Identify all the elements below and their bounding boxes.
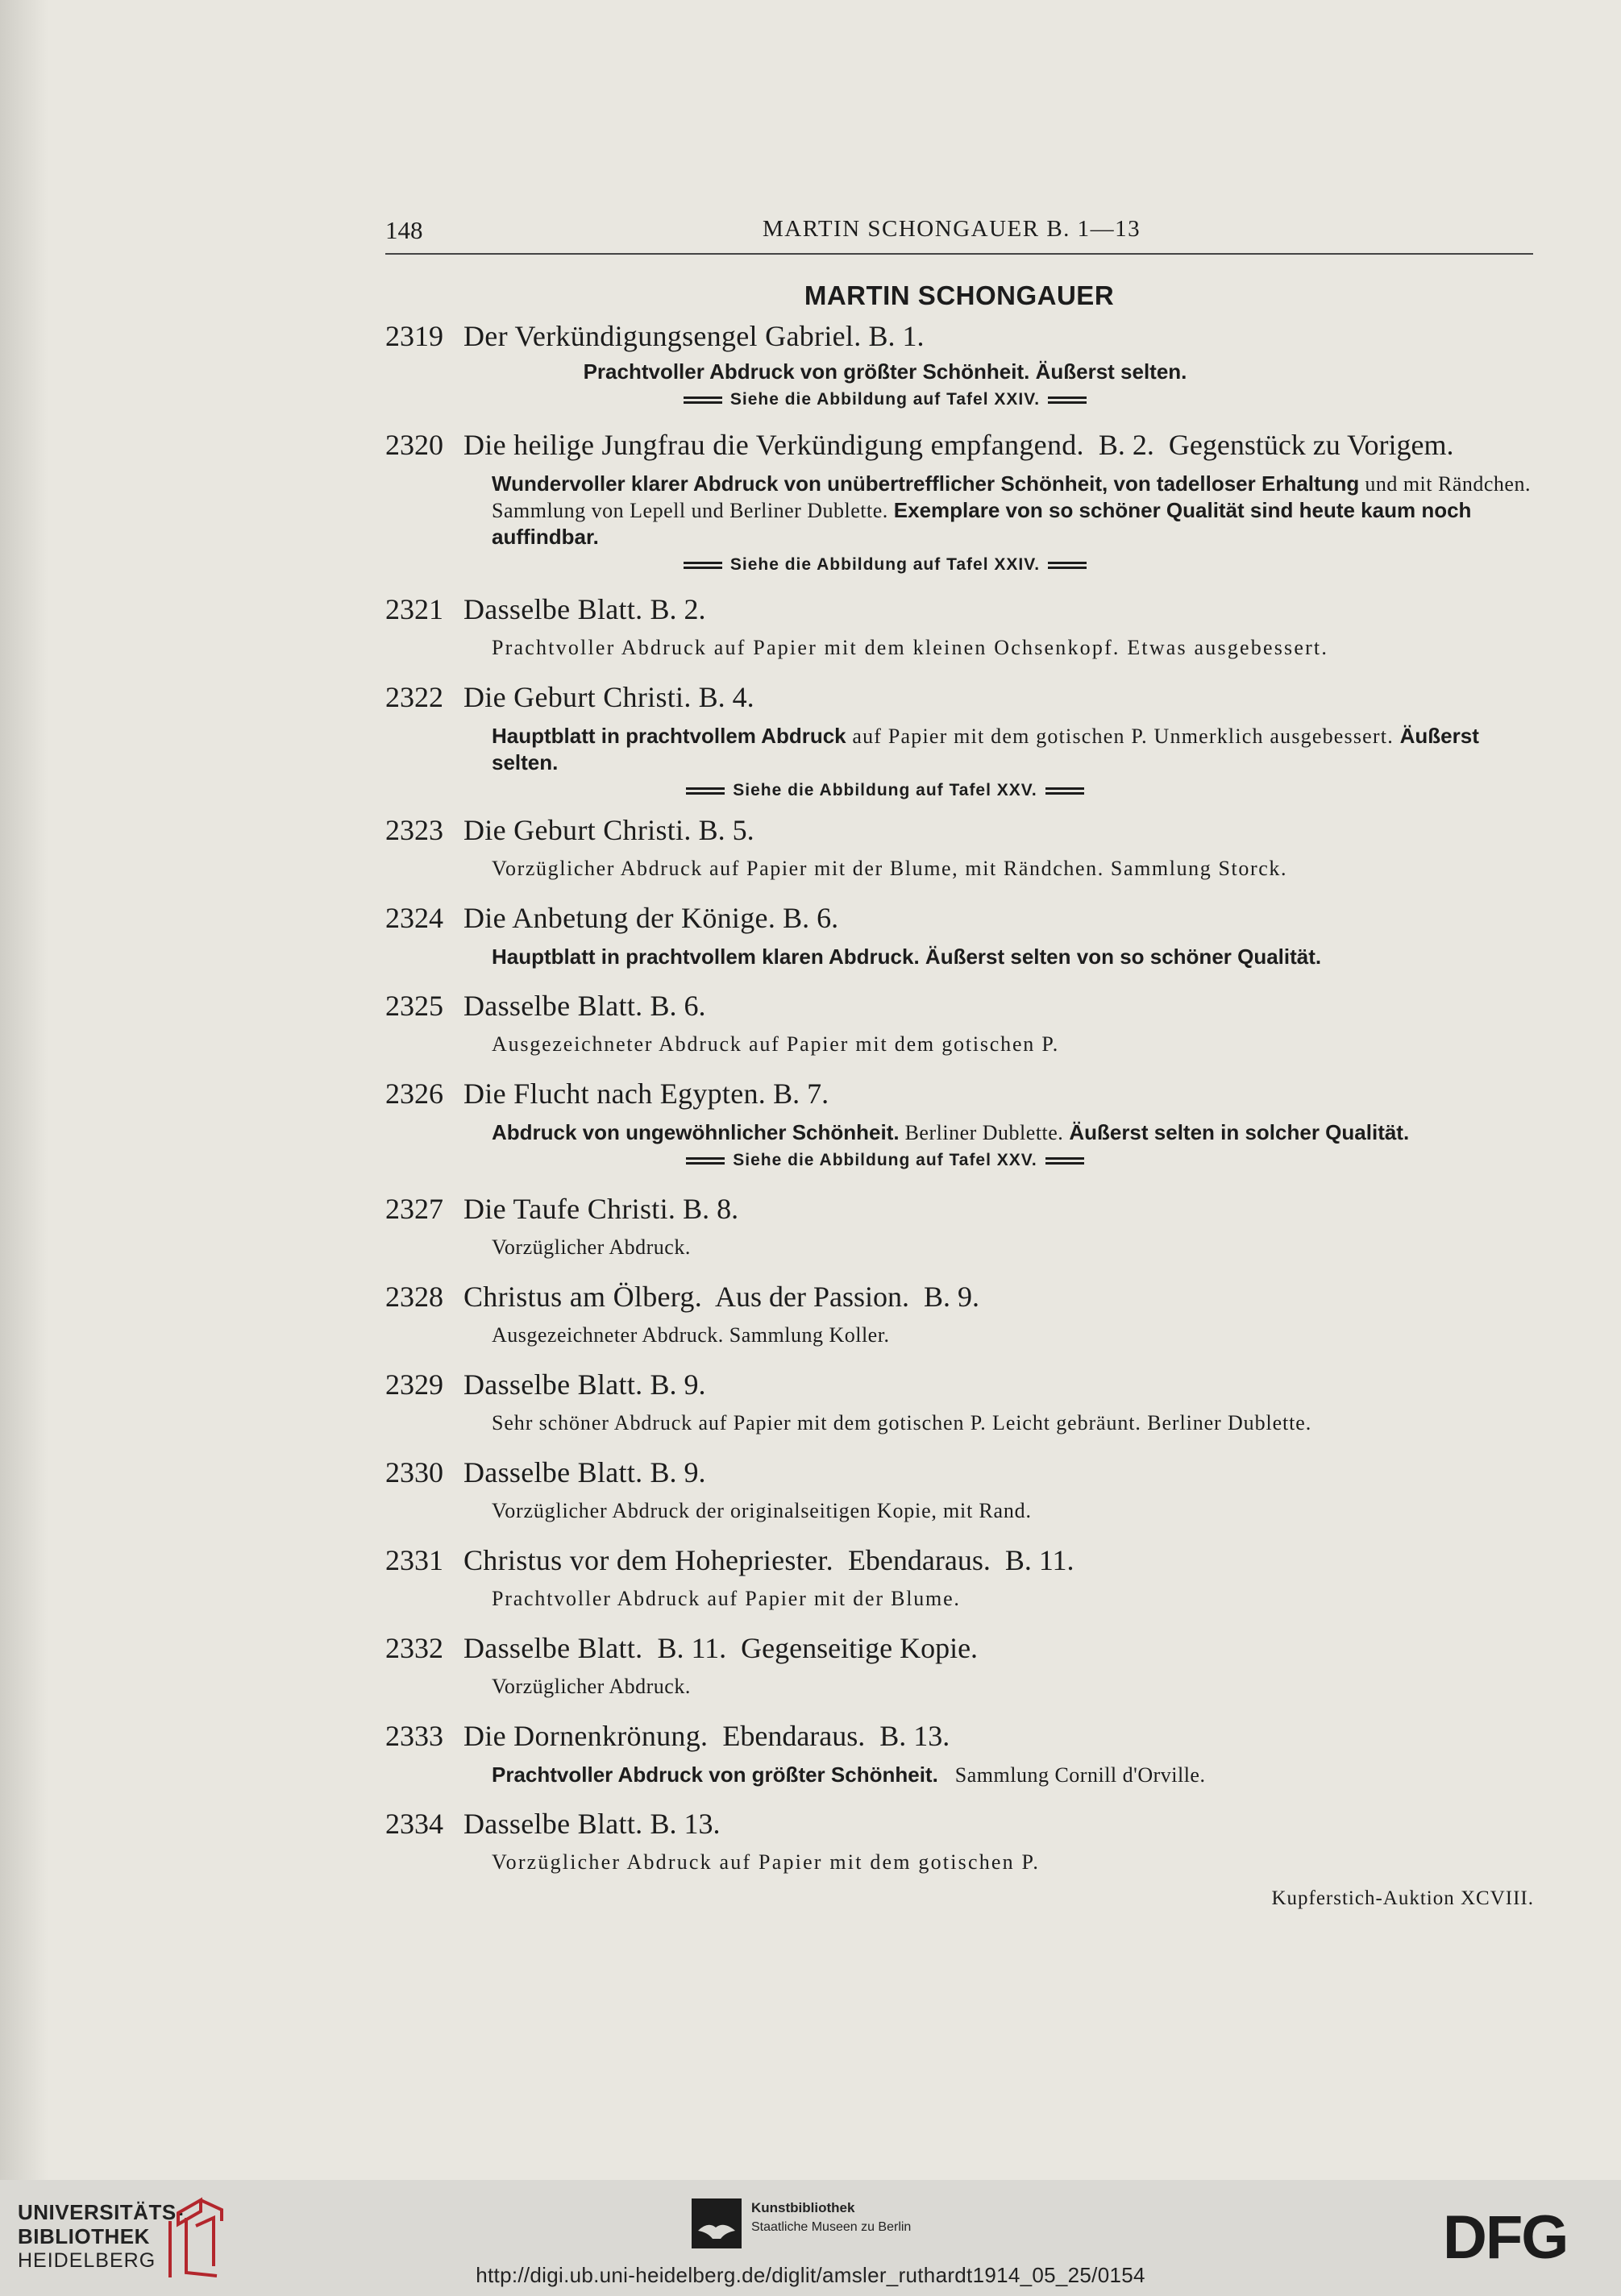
lot-reference: B. 13. (650, 1808, 721, 1840)
page-number: 148 (385, 216, 423, 244)
lot-title: Dasselbe Blatt. (463, 1808, 643, 1840)
lot-number: 2329 (385, 1368, 443, 1401)
lot-number: 2321 (385, 593, 443, 625)
lot-entry (385, 812, 1546, 882)
permalink-url[interactable]: http://digi.ub.uni-heidelberg.de/diglit/amsler_ruthardt1914_05_25/0154 (476, 2263, 1145, 2287)
lot-number: 2324 (385, 902, 443, 934)
lot-description-text: und mit Rändchen. Sammlung von Lepell und Berliner Dublette. (492, 472, 1531, 522)
lot-extra: Gegenseitige Kopie. (741, 1632, 979, 1664)
lot-description (482, 359, 1288, 385)
lot-title: Christus vor dem Hohepriester. (463, 1544, 833, 1576)
double-rule-left (684, 397, 722, 404)
lot-reference: B. 9. (650, 1456, 706, 1488)
lot-description-text: Ausgezeichneter Abdruck auf Papier mit dem gotischen P. (492, 1032, 1060, 1056)
plate-reference-text: Siehe die Abbildung auf Tafel XXV. (733, 1151, 1037, 1169)
lot-reference: Aus der Passion. (715, 1281, 910, 1313)
lot-description-bold: Wundervoller klarer Abdruck von unübertrefflicher Schönheit, von tadelloser Erhaltung (492, 471, 1360, 496)
lot-entry (385, 1279, 1546, 1348)
uni-logo-line-1: UNIVERSITÄTS- (18, 2200, 184, 2224)
lot-entry (385, 1630, 1546, 1700)
lot-heading (385, 1630, 1546, 1666)
lot-heading (385, 1542, 1546, 1578)
lot-number: 2332 (385, 1632, 443, 1664)
plate-reference-text: Siehe die Abbildung auf Tafel XXIV. (729, 390, 1041, 409)
lot-entry (385, 1455, 1546, 1524)
lot-number: 2322 (385, 681, 443, 713)
lot-title: Dasselbe Blatt. (463, 1632, 643, 1664)
lot-reference: B. 9. (650, 1368, 706, 1401)
lot-entry (385, 1076, 1546, 1172)
lot-description-bold-2: Exemplare von so schöner Qualität sind heute kaum noch auffindbar. (492, 498, 1472, 549)
lot-title: Dasselbe Blatt. (463, 1368, 643, 1401)
lot-description-text: Sammlung Cornill d'Orville. (954, 1763, 1206, 1787)
lot-entry (385, 592, 1546, 661)
lot-entry (385, 900, 1546, 970)
lot-reference: B. 11. (657, 1632, 727, 1664)
double-rule-right (1045, 1157, 1084, 1165)
lot-number: 2333 (385, 1720, 443, 1752)
lot-heading (385, 1455, 1546, 1490)
lot-description (492, 856, 1532, 882)
lot-description-text: Vorzüglicher Abdruck. (492, 1235, 691, 1259)
lot-number: 2328 (385, 1281, 443, 1313)
lot-reference: B. 6. (783, 902, 839, 934)
lot-description (492, 1850, 1532, 1875)
lot-heading (385, 318, 1546, 354)
lot-title: Christus am Ölberg. (463, 1281, 703, 1313)
plate-reference (482, 554, 1288, 576)
lot-reference: B. 2. (1098, 429, 1154, 461)
kunstbibliothek-subtitle: Staatliche Museen zu Berlin (751, 2220, 912, 2234)
plate-reference-text: Siehe die Abbildung auf Tafel XXV. (733, 781, 1037, 799)
kunstbibliothek-eagle-icon (692, 2198, 742, 2248)
lot-entry (385, 1191, 1546, 1260)
lot-description (492, 1119, 1532, 1146)
lot-heading (385, 1279, 1546, 1314)
dfg-logo-icon (1443, 2208, 1601, 2266)
lot-description (492, 1674, 1532, 1700)
lot-title: Dasselbe Blatt. (463, 990, 643, 1022)
double-rule-right (1048, 562, 1087, 569)
lot-extra: B. 13. (879, 1720, 950, 1752)
lot-reference: B. 8. (683, 1193, 739, 1225)
lot-entry (385, 1806, 1546, 1875)
lot-title: Die Flucht nach Egypten. (463, 1077, 767, 1110)
lot-title: Die Geburt Christi. (463, 814, 692, 846)
lot-description-text: Vorzüglicher Abdruck. (492, 1675, 691, 1698)
lot-description-text: Prachtvoller Abdruck auf Papier mit der Blume. (492, 1587, 961, 1610)
lot-description-text: Vorzüglicher Abdruck auf Papier mit dem gotischen P. (492, 1850, 1041, 1874)
kunstbibliothek-label[interactable] (751, 2198, 911, 2237)
lot-title: Die Anbetung der Könige. (463, 902, 776, 934)
lot-description-text: Vorzüglicher Abdruck der originalseitigen Kopie, mit Rand. (492, 1499, 1032, 1522)
lot-extra: B. 11. (1004, 1544, 1074, 1576)
lot-entry (385, 1542, 1546, 1612)
lot-heading (385, 812, 1546, 848)
lot-reference: Ebendaraus. (847, 1544, 991, 1576)
university-library-logo[interactable] (18, 2200, 184, 2273)
lot-number: 2326 (385, 1077, 443, 1110)
lot-description-bold-2: Äußerst selten. (492, 724, 1479, 774)
kunstbibliothek-title: Kunstbibliothek (751, 2200, 855, 2215)
lot-number: 2334 (385, 1808, 443, 1840)
lot-heading (385, 1076, 1546, 1111)
lot-description (492, 1586, 1532, 1612)
lot-description-bold: Prachtvoller Abdruck von größter Schönheit. (492, 1762, 938, 1787)
lot-description-text: Vorzüglicher Abdruck auf Papier mit der Blume, mit Rändchen. Sammlung Storck. (492, 857, 1288, 880)
lot-description (492, 1498, 1532, 1524)
lot-description-bold-2: Äußerst selten in solcher Qualität. (1069, 1120, 1410, 1144)
lot-entry (385, 988, 1546, 1057)
double-rule-right (1048, 397, 1087, 404)
lot-number: 2320 (385, 429, 443, 461)
lot-description (492, 635, 1532, 661)
lot-reference: B. 6. (650, 990, 706, 1022)
uni-logo-line-3: HEIDELBERG (18, 2249, 156, 2272)
running-title: MARTIN SCHONGAUER B. 1—13 (763, 216, 1141, 242)
lot-reference: B. 2. (650, 593, 706, 625)
lot-number: 2327 (385, 1193, 443, 1225)
lot-entry (385, 1718, 1546, 1788)
lot-number: 2319 (385, 320, 443, 352)
lot-description (492, 723, 1532, 776)
dfg-logo-text: DFG (1443, 2208, 1568, 2266)
double-rule-left (686, 787, 725, 795)
plate-reference (482, 388, 1288, 411)
lot-description (492, 1322, 1532, 1348)
lot-description-bold: Abdruck von ungewöhnlicher Schönheit. (492, 1120, 900, 1144)
uni-logo-line-2: BIBLIOTHEK (18, 2224, 150, 2248)
lot-title: Dasselbe Blatt. (463, 593, 643, 625)
section-title: MARTIN SCHONGAUER (804, 280, 1115, 310)
lot-heading (385, 988, 1546, 1023)
lot-description (492, 1235, 1532, 1260)
lot-reference: Ebendaraus. (722, 1720, 866, 1752)
lot-description (492, 471, 1532, 550)
lot-reference: B. 5. (698, 814, 754, 846)
lot-heading (385, 427, 1546, 463)
lot-heading (385, 900, 1546, 936)
double-rule-left (684, 562, 722, 569)
lot-title: Die Geburt Christi. (463, 681, 692, 713)
lot-description (492, 1762, 1532, 1788)
lot-reference: B. 7. (773, 1077, 829, 1110)
lot-description-bold: Prachtvoller Abdruck von größter Schönheit. Äußerst selten. (583, 359, 1187, 384)
plate-reference-text: Siehe die Abbildung auf Tafel XXIV. (729, 555, 1041, 574)
lot-entry (385, 427, 1546, 576)
lot-reference: B. 4. (698, 681, 754, 713)
lot-heading (385, 1806, 1546, 1841)
running-header (385, 216, 1533, 255)
lot-description-bold: Hauptblatt in prachtvollem Abdruck (492, 724, 846, 748)
lot-description-text: Sehr schöner Abdruck auf Papier mit dem gotischen P. Leicht gebräunt. Berliner Dublette. (492, 1411, 1312, 1434)
plate-reference (482, 779, 1288, 802)
lot-description (492, 1032, 1532, 1057)
lot-number: 2330 (385, 1456, 443, 1488)
lot-extra: Gegenstück zu Vorigem. (1168, 429, 1454, 461)
lot-heading (385, 592, 1546, 627)
lot-title: Die Dornenkrönung. (463, 1720, 709, 1752)
page-gutter-shadow (0, 0, 48, 2180)
lot-number: 2331 (385, 1544, 443, 1576)
lot-description-text: Prachtvoller Abdruck auf Papier mit dem kleinen Ochsenkopf. Etwas ausgebessert. (492, 636, 1329, 659)
lot-entry (385, 318, 1546, 411)
lot-extra: B. 9. (924, 1281, 980, 1313)
lot-reference: B. 1. (868, 320, 925, 352)
lot-description-bold: Hauptblatt in prachtvollem klaren Abdruck. Äußerst selten von so schöner Qualität. (492, 945, 1322, 969)
plate-reference (482, 1149, 1288, 1172)
lot-title: Die Taufe Christi. (463, 1193, 676, 1225)
lot-heading (385, 1718, 1546, 1754)
auction-footer-note: Kupferstich-Auktion XCVIII. (1271, 1887, 1534, 1909)
lot-description (492, 1410, 1532, 1436)
lot-description-text: auf Papier mit dem gotischen P. Unmerklich ausgebessert. (852, 725, 1394, 748)
lot-description-text: Ausgezeichneter Abdruck. Sammlung Koller. (492, 1323, 890, 1347)
lot-entry (385, 679, 1546, 802)
double-rule-left (686, 1157, 725, 1165)
lot-heading (385, 1367, 1546, 1402)
lot-description (492, 944, 1532, 970)
lot-number: 2325 (385, 990, 443, 1022)
lot-heading (385, 1191, 1546, 1227)
lot-title: Der Verkündigungsengel Gabriel. (463, 320, 862, 352)
lot-heading (385, 679, 1546, 715)
lot-description-text: Berliner Dublette. (904, 1121, 1064, 1144)
dfg-logo[interactable] (1443, 2208, 1601, 2270)
lot-title: Die heilige Jungfrau die Verkündigung empfangend. (463, 429, 1084, 461)
double-rule-right (1045, 787, 1084, 795)
lot-entry (385, 1367, 1546, 1436)
lot-title: Dasselbe Blatt. (463, 1456, 643, 1488)
lot-number: 2323 (385, 814, 443, 846)
